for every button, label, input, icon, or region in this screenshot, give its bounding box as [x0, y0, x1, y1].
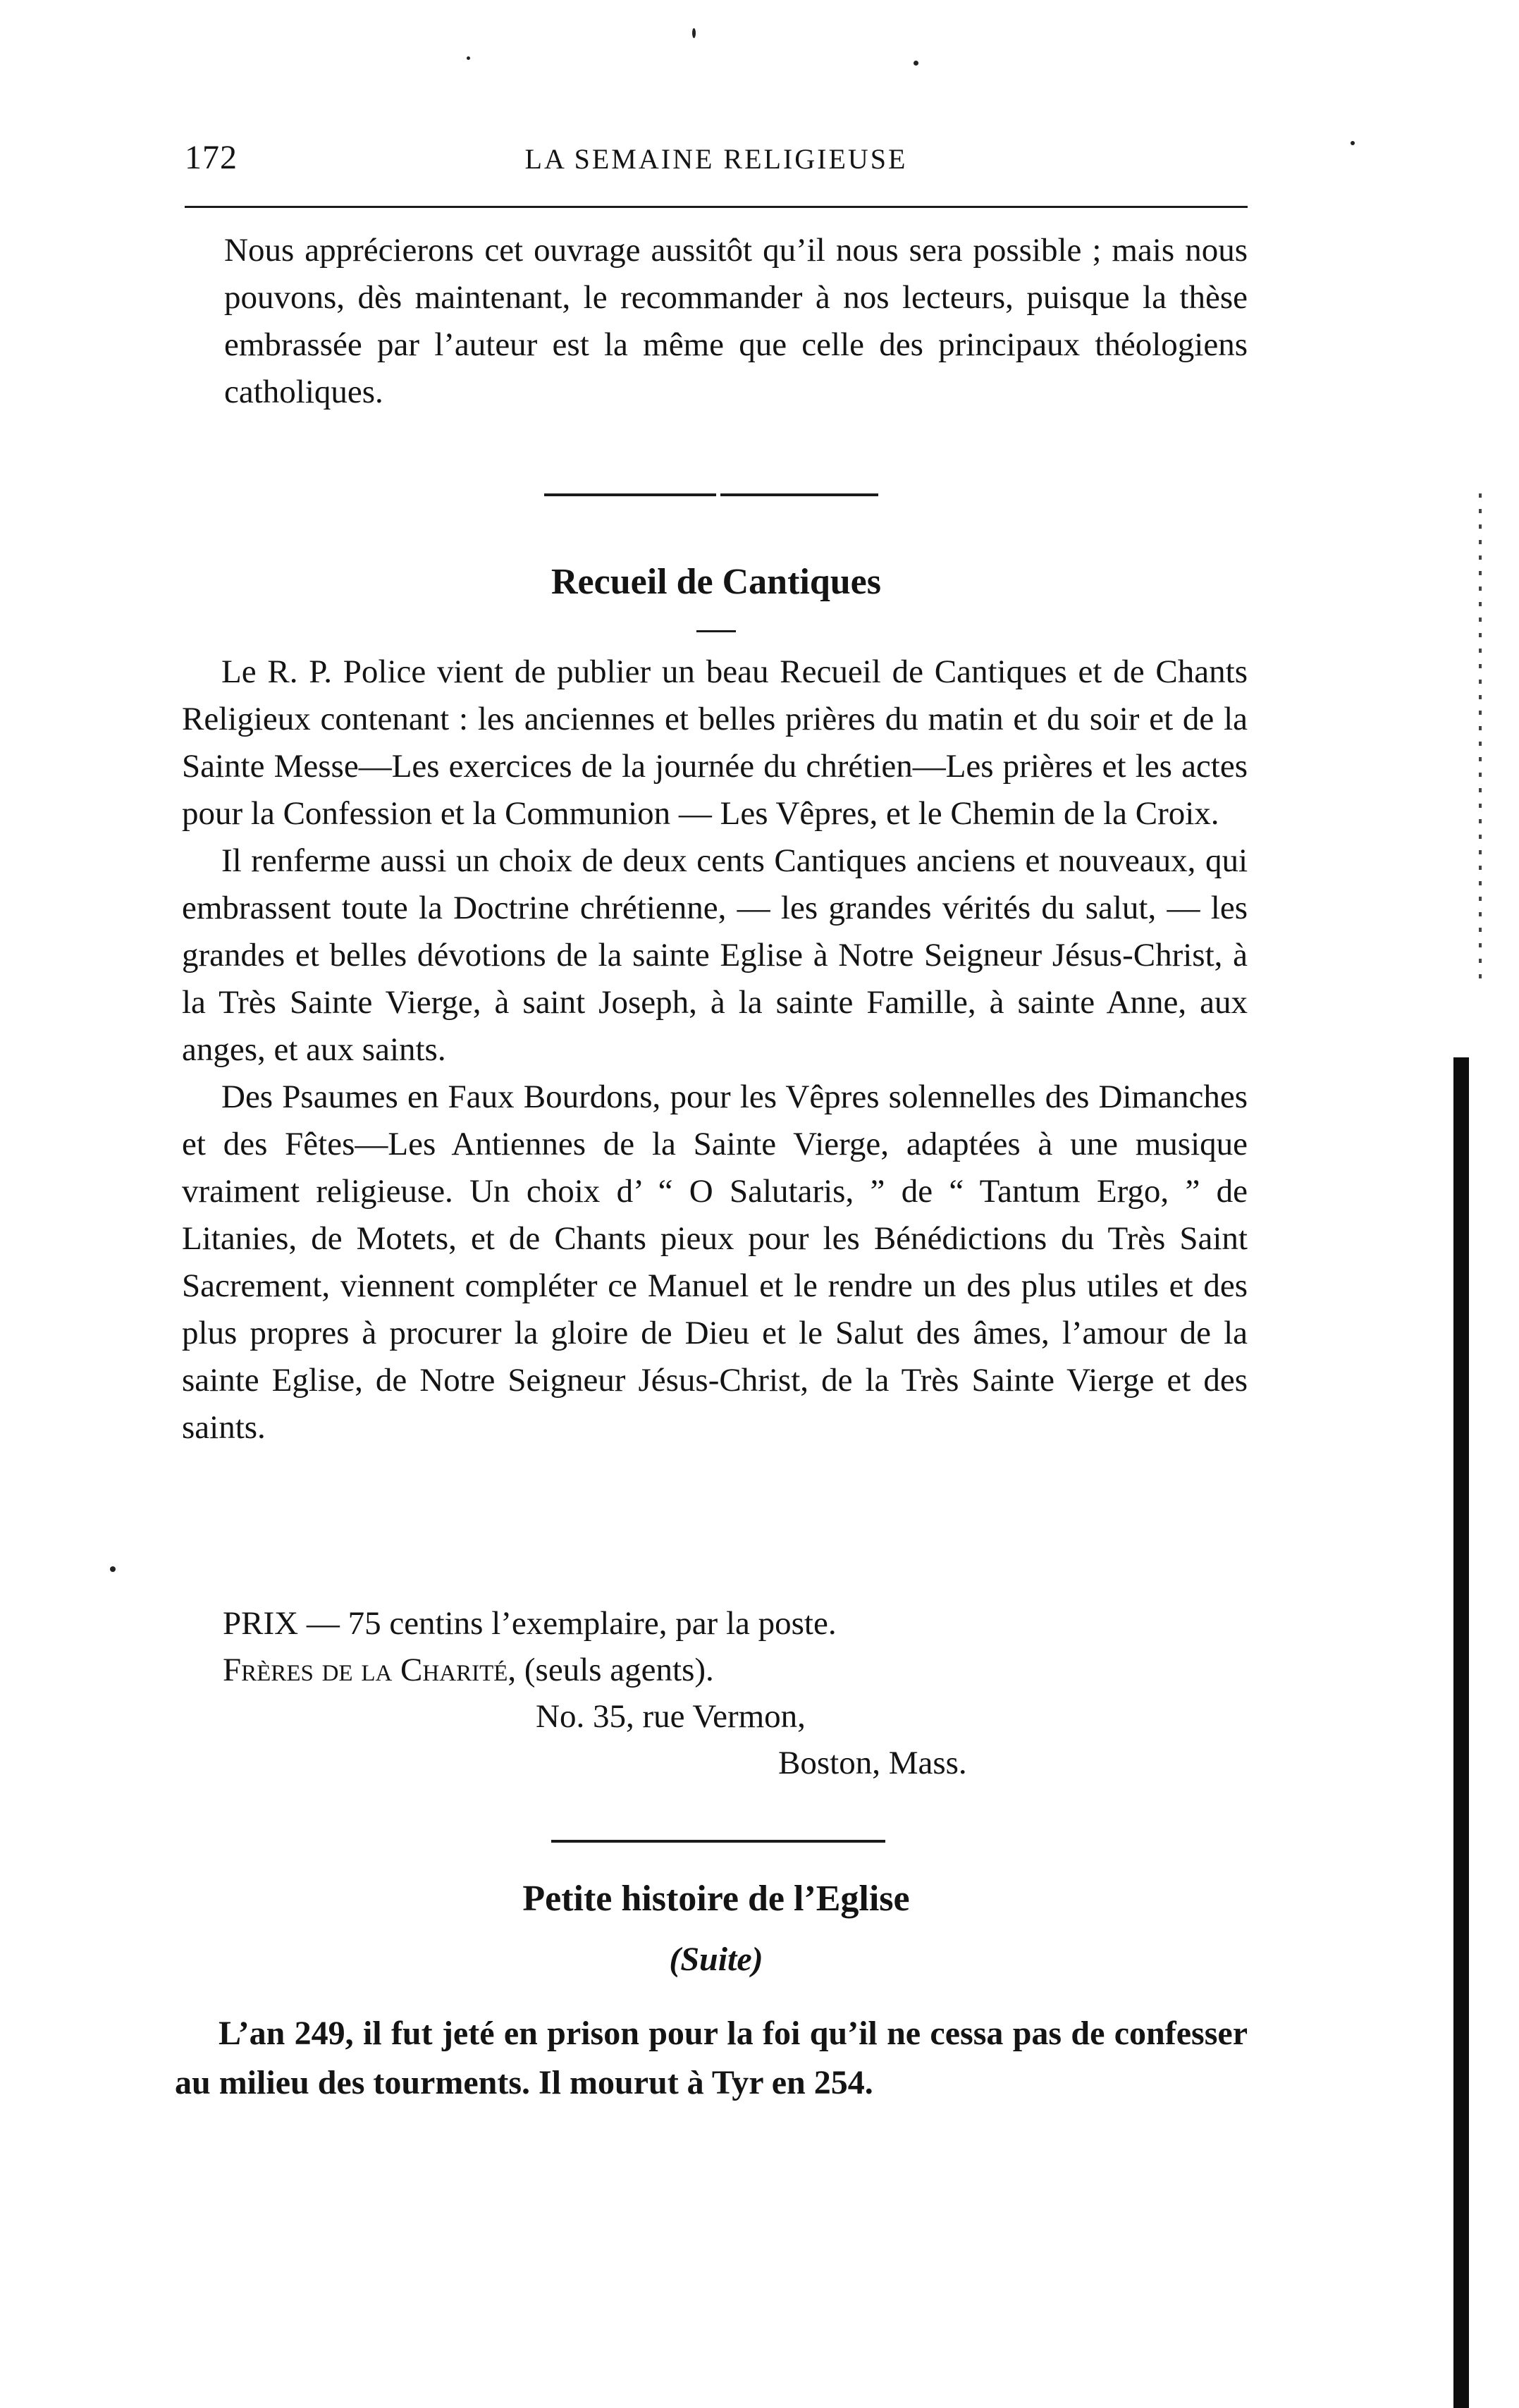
scan-speck	[914, 61, 918, 66]
paragraph: Des Psaumes en Faux Bourdons, pour les Vêpres solennelles des Dimanches et des Fêtes—Les Antiennes de la Sainte Vierge, adaptées à une musique vraiment religieuse. Un choix d’ “ O Salutaris, ” de “ Tantum Ergo, ” de Litanies, de Motets, et de Chants pieux pour les Bénédictions du Très Saint Sacrement, viennent compléter ce Manuel et le rendre un des plus utiles et des plus propres à procurer la gloire de Dieu et le Salut des âmes, l’amour de la sainte Eglise, de Notre Seigneur Jésus-Christ, de la Très Sainte Vierge et des saints.	[182, 1079, 1248, 1446]
agents-line	[223, 1651, 714, 1689]
scan-speck	[110, 1566, 116, 1572]
paragraph: Le R. P. Police vient de publier un beau Recueil de Cantiques et de Chants Religieux contenant : les anciennes et belles prières du matin et du soir et de la Sainte Messe—Les exercices de la journée du chrétien—Les prières et les actes pour la Confession et la Communion — Les Vêpres, et le Chemin de la Croix.	[182, 653, 1248, 832]
section-separator-right	[720, 493, 878, 496]
paragraph: L’an 249, il fut jeté en prison pour la foi qu’il ne cessa pas de confesser au milieu des tourments. Il mourut à Tyr en 254.	[175, 2015, 1248, 2101]
scan-speck	[1351, 141, 1355, 145]
section-title-histoire: Petite histoire de l’Eglise	[522, 1879, 910, 1919]
scan-edge-dots	[1479, 493, 1482, 987]
agents-note: (seuls agents).	[516, 1652, 714, 1688]
page-header	[185, 138, 1248, 188]
section1-body	[182, 649, 1248, 1451]
price-line: PRIX — 75 centins l’exemplaire, par la poste.	[223, 1605, 837, 1642]
intro-paragraph-text: Nous apprécierons cet ouvrage aussitôt qu’il nous sera possible ; mais nous pouvons, dès maintenant, le recommander à nos lecteurs, puisque la thèse embrassée par l’auteur est la même que celle des principaux théologiens catholiques.	[224, 232, 1248, 410]
section2-body	[175, 2009, 1248, 2108]
address-street: No. 35, rue Vermon,	[536, 1698, 806, 1735]
scan-edge-shadow	[1453, 1057, 1469, 2408]
section-separator-left	[544, 493, 716, 496]
scan-speck	[467, 56, 470, 60]
header-rule	[185, 206, 1248, 208]
section-title-recueil: Recueil de Cantiques	[551, 562, 881, 602]
running-title: LA SEMAINE RELIGIEUSE	[524, 143, 908, 175]
agents-name: Frères de la Charité,	[223, 1652, 517, 1688]
section-separator	[551, 1840, 885, 1843]
intro-paragraph	[224, 227, 1248, 416]
scan-speck	[692, 28, 696, 38]
page-number: 172	[185, 139, 238, 176]
address-city: Boston, Mass.	[778, 1745, 967, 1781]
title-underline	[696, 630, 736, 632]
section-subtitle: (Suite)	[669, 1941, 763, 1978]
paragraph: Il renferme aussi un choix de deux cents Cantiques anciens et nouveaux, qui embrassent toute la Doctrine chrétienne, — les grandes vérités du salut, — les grandes et belles dévotions de la sainte Eglise à Notre Seigneur Jésus-Christ, à la Très Sainte Vierge, à saint Joseph, à la sainte Famille, à sainte Anne, aux anges, et aux saints.	[182, 842, 1248, 1068]
